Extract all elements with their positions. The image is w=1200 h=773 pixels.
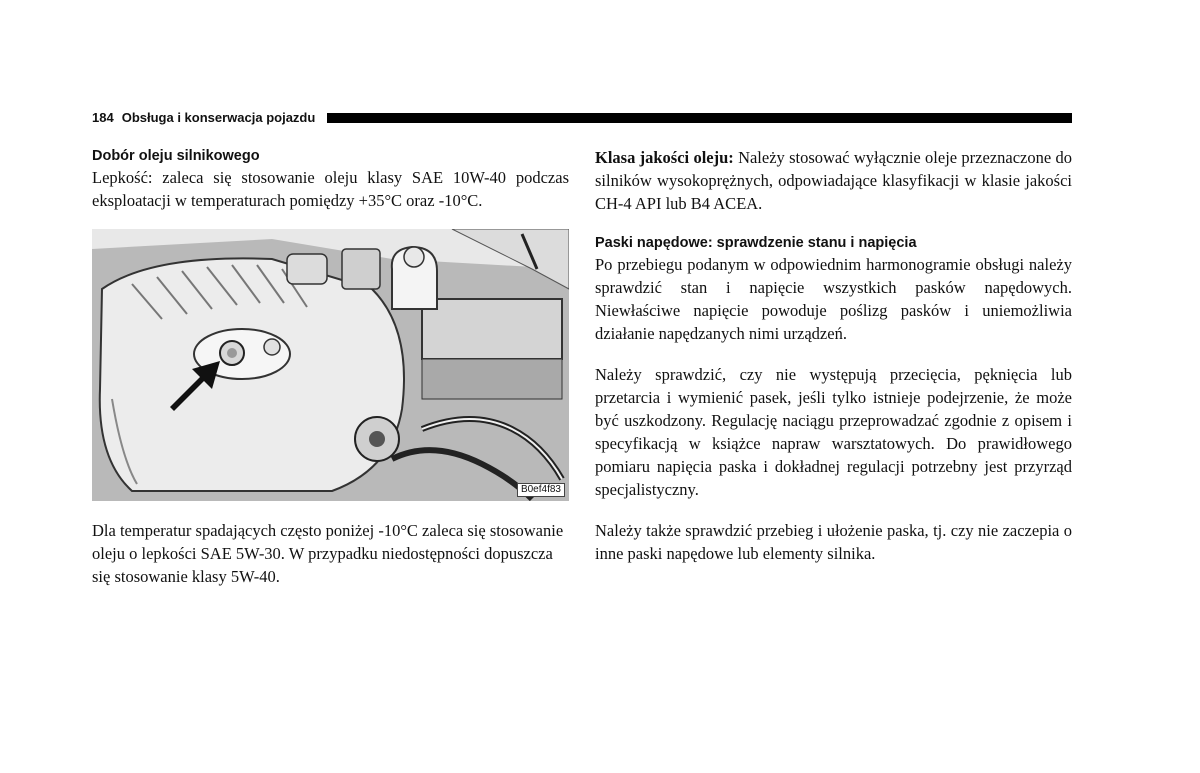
engine-bay-illustration — [92, 229, 569, 501]
right-column — [595, 146, 1072, 565]
left-column — [92, 146, 569, 212]
drive-belts-paragraph-1: Po przebiegu podanym w odpowiednim harmonogramie obsługi należy sprawdzić stan i napięcie wszystkich pasków napędowych. Niewłaściwe napięcie powoduje poślizg pasków i uniemożliwia działanie napędzanych nimi urządzeń. — [595, 255, 1072, 343]
oil-quality-label: Klasa jakości oleju: — [595, 148, 734, 167]
figure-code: B0ef4f83 — [517, 483, 565, 497]
oil-quality-text: Należy stosować wyłącznie oleje przeznaczone do silników wysokoprężnych, odpowiadające klasyfikacji w klasie jakości CH-4 API lub B4 ACEA. — [595, 148, 1072, 213]
drive-belts-paragraph-2: Należy sprawdzić, czy nie występują przecięcia, pęknięcia lub przetarcia i wymienić pasek, jeśli tylko istnieje podejrzenie, że może być uszkodzony. Regulację naciągu przeprowadzać zgodnie z opisem i specyfikacją w książce napraw warsztatowych. Do prawidłowego pomiaru napięcia paska i dokładnej regulacji potrzebny jest przyrząd specjalistyczny. — [595, 365, 1072, 499]
header-rule — [327, 113, 1072, 123]
engine-oil-heading: Dobór oleju silnikowego — [92, 148, 260, 164]
page-header — [92, 108, 1072, 128]
drive-belts-paragraph-3: Należy także sprawdzić przebieg i ułożenie paska, tj. czy nie zaczepia o inne paski napędowe lub elementy silnika. — [595, 521, 1072, 563]
oil-quality-paragraph — [595, 146, 1072, 215]
left-column-lower — [92, 519, 569, 588]
drive-belts-heading: Paski napędowe: sprawdzenie stanu i napięcia — [595, 235, 917, 251]
low-temperature-paragraph: Dla temperatur spadających często poniżej -10°C zaleca się stosowanie oleju o lepkości SAE 5W-30. W przypadku niedostępności dopuszcza się stosowanie klasy 5W-40. — [92, 521, 564, 586]
engine-bay-drawing — [92, 229, 569, 501]
section-title: Obsługa i konserwacja pojazdu — [121, 110, 316, 125]
viscosity-paragraph: Lepkość: zaleca się stosowanie oleju klasy SAE 10W-40 podczas eksploatacji w temperaturach pomiędzy +35°C oraz -10°C. — [92, 168, 569, 210]
page-number: 184 — [92, 110, 114, 125]
